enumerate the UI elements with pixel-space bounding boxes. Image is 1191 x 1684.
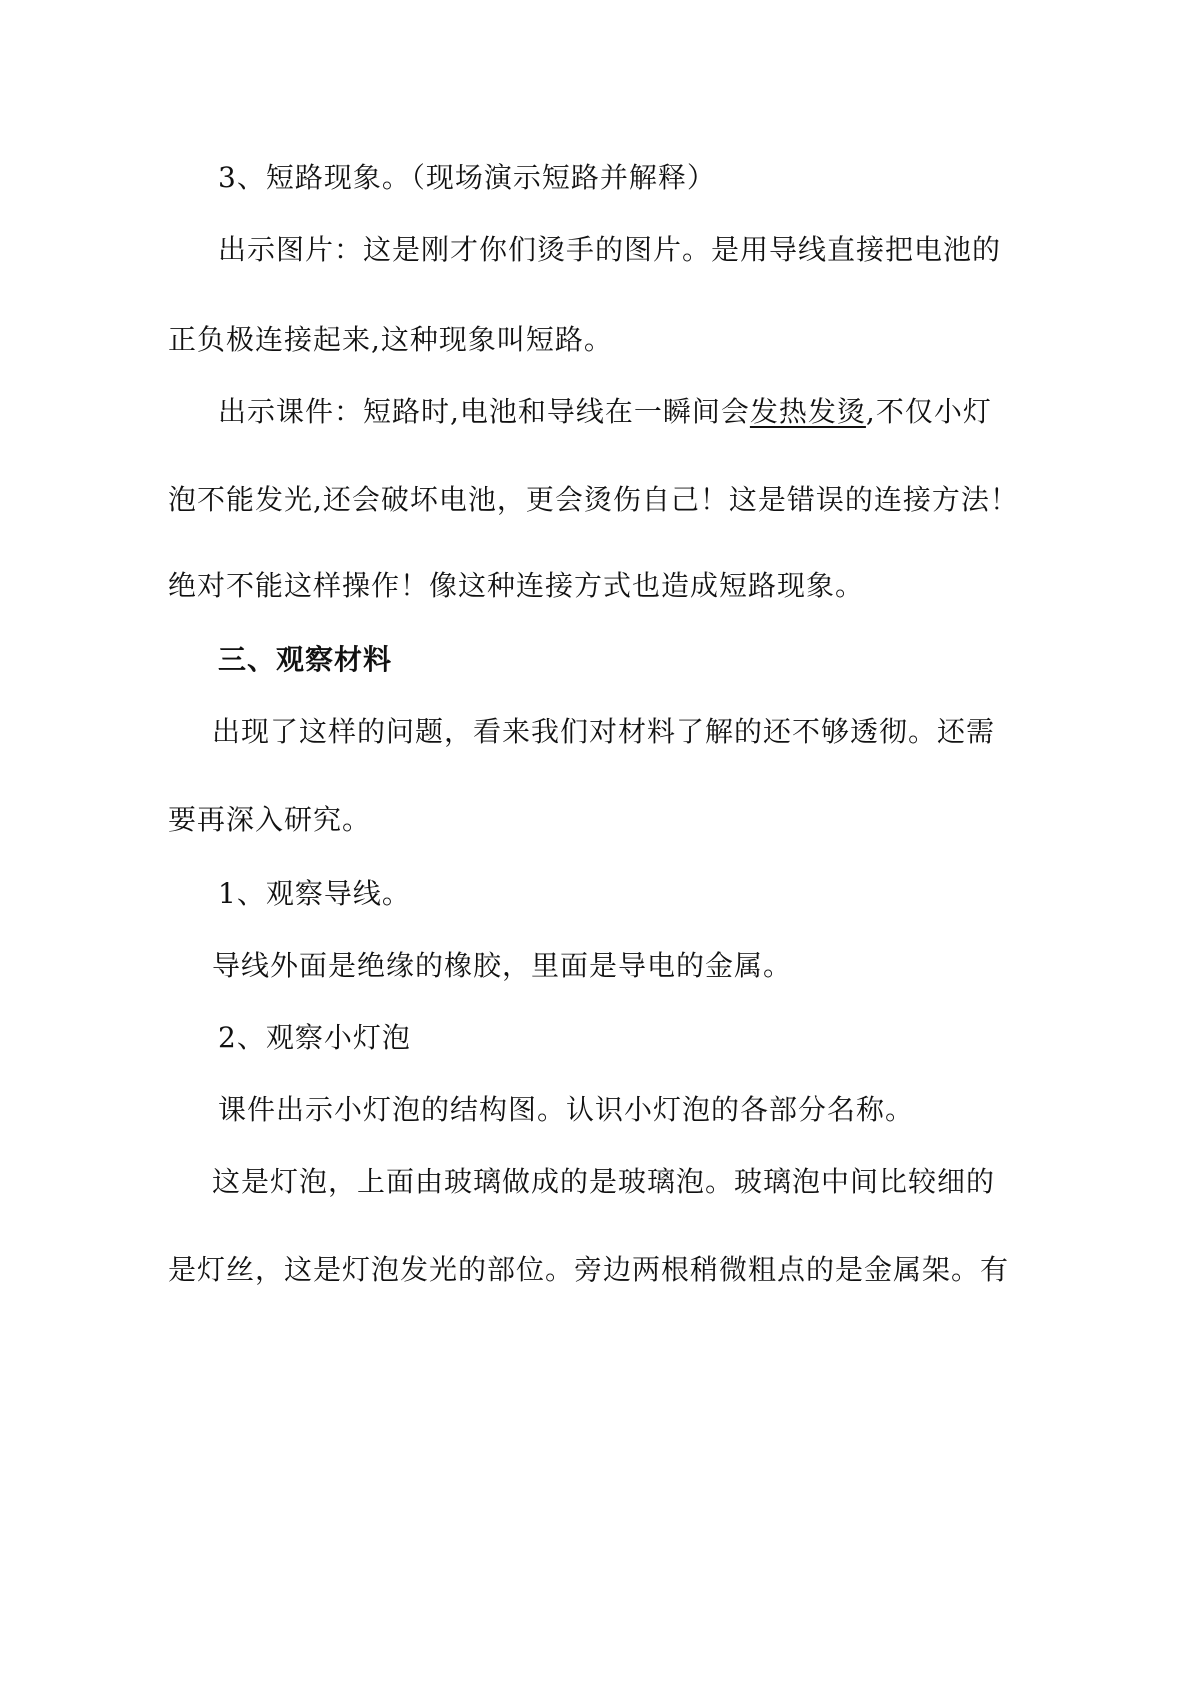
courseware-text-start: 出示课件：短路时,电池和导线在一瞬间会 — [218, 395, 750, 428]
paragraph-courseware-line1 — [218, 392, 992, 432]
section-heading-observe-materials: 三、观察材料 — [218, 643, 393, 676]
paragraph-bulb-description-line2: 是灯丝，这是灯泡发光的部位。旁边两根稍微粗点的是金属架。有 — [168, 1253, 1010, 1286]
paragraph-courseware-line2: 泡不能发光,还会破坏电池，更会烫伤自己！这是错误的连接方法！ — [168, 483, 1019, 516]
paragraph-bulb-structure: 课件出示小灯泡的结构图。认识小灯泡的各部分名称。 — [218, 1093, 915, 1126]
underlined-text-heating: 发热发烫 — [749, 395, 866, 428]
paragraph-problem-line2: 要再深入研究。 — [168, 803, 372, 836]
paragraph-wire-description: 导线外面是绝缘的橡胶，里面是导电的金属。 — [212, 949, 793, 982]
paragraph-short-circuit-heading: 3、短路现象。（现场演示短路并解释） — [218, 161, 716, 194]
paragraph-show-picture-line2: 正负极连接起来,这种现象叫短路。 — [168, 323, 613, 356]
courseware-text-end: ,不仅小灯 — [865, 395, 992, 428]
subheading-observe-wire: 1、观察导线。 — [218, 877, 411, 910]
paragraph-problem-line1: 出现了这样的问题，看来我们对材料了解的还不够透彻。还需 — [212, 715, 996, 748]
subheading-observe-bulb: 2、观察小灯泡 — [218, 1021, 411, 1054]
paragraph-courseware-line3: 绝对不能这样操作！像这种连接方式也造成短路现象。 — [168, 569, 865, 602]
paragraph-bulb-description-line1: 这是灯泡，上面由玻璃做成的是玻璃泡。玻璃泡中间比较细的 — [212, 1165, 996, 1198]
paragraph-show-picture-line1: 出示图片：这是刚才你们烫手的图片。是用导线直接把电池的 — [218, 233, 1002, 266]
